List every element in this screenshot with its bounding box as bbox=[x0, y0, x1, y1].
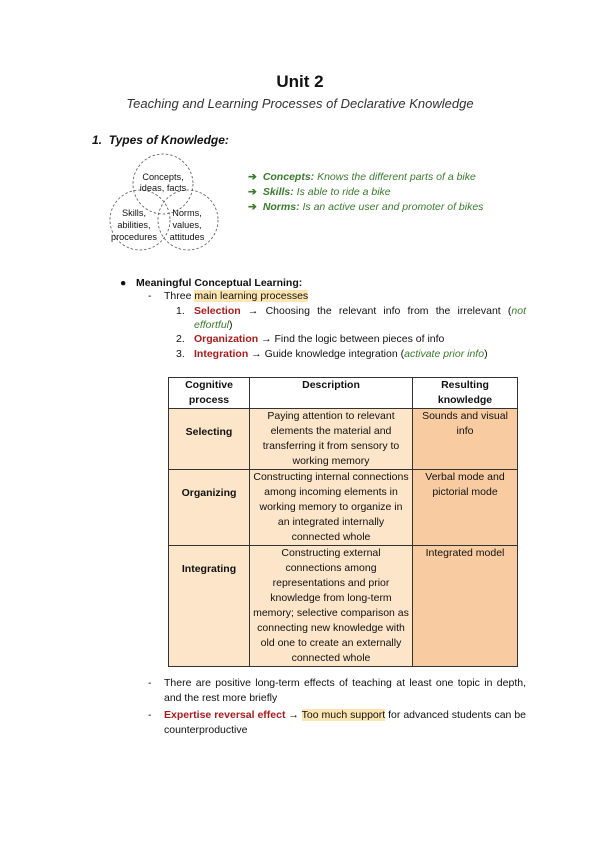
venn-label-right-1: Norms, bbox=[172, 208, 202, 218]
table-cell-result: Verbal mode and pictorial mode bbox=[413, 470, 518, 546]
table-cell-description: Paying attention to relevant elements the material and transferring it from sensory to working memory bbox=[250, 409, 413, 470]
venn-label-left-2: abilities, bbox=[117, 220, 151, 230]
three-prefix: Three bbox=[164, 290, 195, 302]
type-name: Norms: bbox=[262, 201, 300, 213]
dash-marker: - bbox=[148, 709, 152, 721]
list-item bbox=[148, 676, 526, 706]
table-cell-description: Constructing internal connections among incoming elements in working memory to organize in an integrated internally connected whole bbox=[250, 470, 413, 546]
knowledge-types-list bbox=[248, 170, 483, 215]
process-note: activate prior info bbox=[404, 347, 485, 360]
note-text: for advanced students can be counterproductive bbox=[164, 709, 526, 736]
venn-label-left-1: Skills, bbox=[122, 208, 146, 218]
type-item-skills bbox=[248, 185, 483, 200]
list-item bbox=[176, 304, 526, 332]
header-cognitive-process: Cognitive process bbox=[169, 378, 250, 409]
highlighted-text: Too much support bbox=[301, 709, 386, 721]
section-number: 1. bbox=[92, 133, 103, 147]
process-name: Selection bbox=[194, 305, 241, 317]
closing-notes bbox=[148, 676, 526, 740]
arrow-text: → bbox=[248, 347, 265, 360]
type-desc: Is able to ride a bike bbox=[296, 186, 391, 198]
arrow-icon: ➔ bbox=[248, 171, 257, 183]
venn-label-right-3: attitudes bbox=[169, 232, 205, 242]
process-text: Find the logic between pieces of info bbox=[274, 333, 445, 346]
table-cell-description: Constructing external connections among representations and prior knowledge from long-term memory; selective comparison as connecting new knowledge with old one to create an externally connected whole bbox=[250, 546, 413, 667]
header-resulting-knowledge: Resulting knowledge bbox=[413, 378, 518, 409]
page-subtitle: Teaching and Learning Processes of Declarative Knowledge bbox=[126, 96, 474, 111]
list-item bbox=[176, 347, 526, 361]
process-list bbox=[176, 304, 526, 361]
venn-label-left-3: procedures bbox=[111, 232, 157, 242]
arrow-text: → bbox=[285, 709, 302, 721]
type-item-norms bbox=[248, 200, 483, 215]
type-name: Concepts: bbox=[262, 171, 315, 183]
table-header-row bbox=[169, 378, 518, 409]
process-note: not effortful bbox=[194, 305, 526, 332]
table-cell-result: Integrated model bbox=[413, 546, 518, 667]
note-text: There are positive long-term effects of teaching at least one topic in depth, and the rest more briefly bbox=[164, 677, 526, 704]
mcl-heading-row bbox=[120, 276, 302, 291]
venn-diagram bbox=[100, 152, 230, 254]
table-cell-process: Integrating bbox=[169, 546, 250, 667]
bullet-icon: ● bbox=[120, 277, 127, 289]
process-name: Integration bbox=[194, 347, 249, 360]
process-text: Choosing the relevant info from the irrelevant ( bbox=[265, 305, 512, 317]
list-item bbox=[148, 708, 526, 738]
table-row bbox=[169, 470, 518, 546]
list-number: 1. bbox=[176, 305, 185, 317]
table-cell-result: Sounds and visual info bbox=[413, 409, 518, 470]
mcl-heading: Meaningful Conceptual Learning: bbox=[136, 277, 303, 289]
arrow-icon: ➔ bbox=[248, 201, 257, 213]
list-number: 2. bbox=[176, 333, 185, 346]
section-title: Types of Knowledge: bbox=[108, 133, 229, 147]
table-cell-process: Selecting bbox=[169, 409, 250, 470]
dash-marker: - bbox=[148, 290, 152, 302]
paren-close: ) bbox=[229, 319, 233, 332]
paren-close: ) bbox=[484, 347, 488, 360]
type-name: Skills: bbox=[262, 186, 294, 198]
table-row bbox=[169, 546, 518, 667]
arrow-text: → bbox=[240, 305, 266, 317]
table-cell-process: Organizing bbox=[169, 470, 250, 546]
process-text: Guide knowledge integration ( bbox=[264, 347, 405, 360]
expertise-reversal-label: Expertise reversal effect bbox=[164, 709, 286, 721]
three-processes-line bbox=[148, 290, 308, 302]
header-description: Description bbox=[250, 378, 413, 409]
arrow-icon: ➔ bbox=[248, 186, 257, 198]
highlighted-text: main learning processes bbox=[194, 290, 309, 302]
arrow-text: → bbox=[258, 333, 275, 346]
venn-label-top-1: Concepts, bbox=[142, 172, 184, 182]
venn-label-top-2: ideas, facts bbox=[139, 183, 187, 193]
type-desc: Knows the different parts of a bike bbox=[317, 171, 476, 183]
list-item bbox=[176, 332, 526, 346]
type-desc: Is an active user and promoter of bikes bbox=[302, 201, 484, 213]
dash-marker: - bbox=[148, 677, 152, 689]
section-heading bbox=[92, 133, 229, 147]
process-name: Organization bbox=[194, 333, 259, 346]
page-title: Unit 2 bbox=[276, 72, 324, 91]
cognitive-process-table bbox=[168, 377, 518, 667]
type-item-concepts bbox=[248, 170, 483, 185]
table-row bbox=[169, 409, 518, 470]
venn-label-right-2: values, bbox=[172, 220, 202, 230]
list-number: 3. bbox=[176, 347, 185, 360]
